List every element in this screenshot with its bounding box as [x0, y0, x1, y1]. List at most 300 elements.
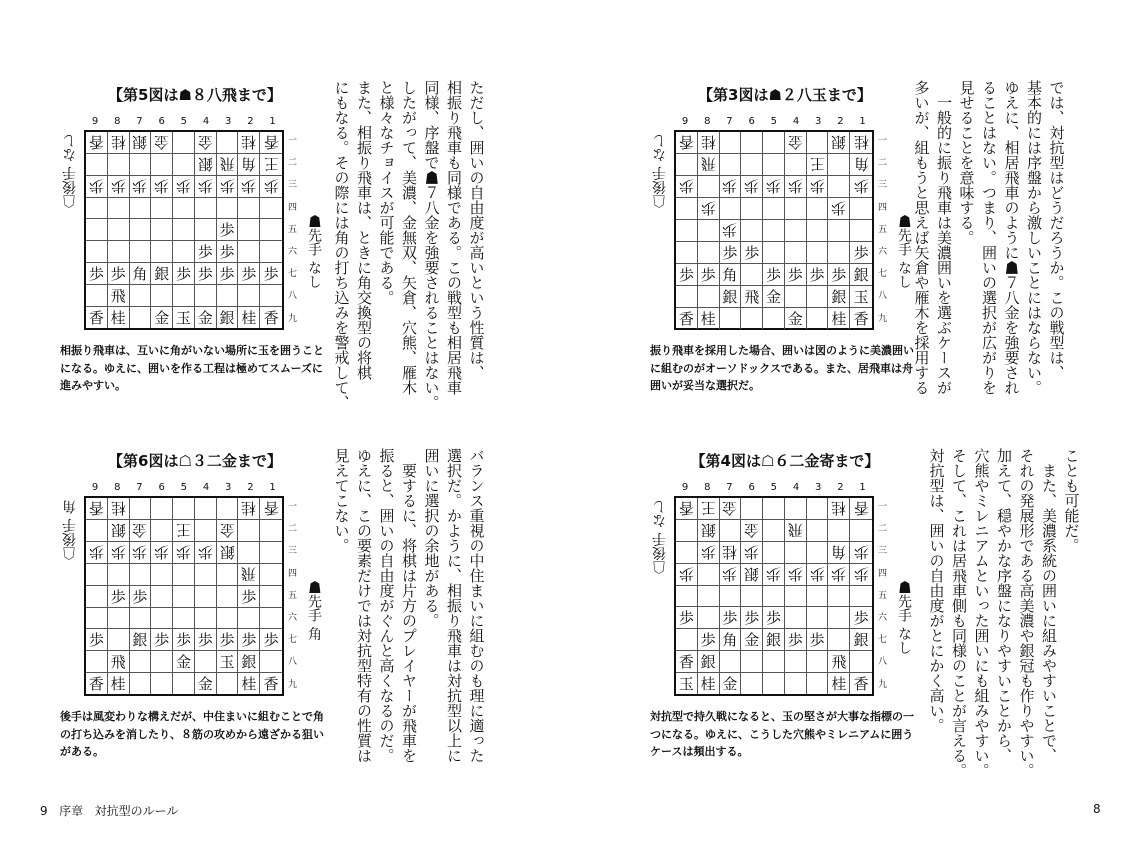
piece-label: 香 — [263, 499, 279, 517]
column-number: 6 — [748, 482, 755, 493]
piece-label: 角 — [722, 631, 738, 649]
piece-label: 香 — [853, 499, 869, 517]
piece-label: 歩 — [88, 543, 104, 561]
board-square — [741, 264, 763, 286]
shogi-piece — [676, 176, 698, 198]
shogi-piece — [130, 629, 152, 651]
shogi-piece — [785, 520, 807, 542]
board-square — [130, 651, 152, 673]
column-number: 5 — [180, 116, 188, 127]
board-square — [86, 586, 108, 608]
piece-label: 銀 — [154, 265, 170, 283]
shogi-piece — [785, 132, 807, 154]
piece-label: 桂 — [853, 133, 869, 151]
text-line: そして、これは居飛車側も同様のことが言える。 — [950, 448, 968, 778]
piece-label: 歩 — [853, 244, 869, 262]
piece-label: 王 — [809, 155, 825, 173]
shogi-piece — [260, 176, 282, 198]
column-number: 4 — [202, 482, 210, 493]
board-square — [130, 219, 152, 241]
piece-label: 香 — [88, 309, 104, 327]
piece-label: 金 — [765, 288, 781, 306]
board-square — [741, 220, 763, 242]
board-square — [850, 220, 872, 242]
shogi-piece — [763, 629, 785, 651]
shogi-piece — [260, 629, 282, 651]
row-numbers — [878, 496, 887, 696]
shogi-piece — [828, 198, 850, 220]
column-number: 8 — [704, 482, 711, 493]
board-square — [217, 564, 239, 586]
board-square — [195, 586, 217, 608]
board-square — [850, 198, 872, 220]
board-square — [130, 241, 152, 263]
piece-label: 歩 — [263, 631, 279, 649]
board-square — [676, 286, 698, 308]
shogi-piece — [720, 564, 742, 586]
shogi-board — [674, 496, 874, 696]
row-number: 四 — [288, 568, 298, 579]
board-square — [151, 564, 173, 586]
piece-label: 歩 — [219, 221, 235, 239]
piece-label: 歩 — [132, 177, 148, 195]
sente-hand: ☗先手 角 — [306, 580, 322, 641]
shogi-piece — [850, 542, 872, 564]
piece-label: 金 — [744, 521, 760, 539]
shogi-piece — [238, 564, 260, 586]
shogi-piece — [217, 542, 239, 564]
board-square — [238, 285, 260, 307]
board-square — [260, 586, 282, 608]
piece-label: 歩 — [787, 177, 803, 195]
row-number: 三 — [288, 546, 298, 557]
text-line: ことも可能だ。 — [1062, 448, 1081, 553]
board-square — [763, 520, 785, 542]
piece-label: 香 — [678, 133, 694, 151]
column-number: 8 — [704, 116, 711, 127]
piece-label: 歩 — [154, 631, 170, 649]
shogi-piece — [741, 564, 763, 586]
board-square — [763, 651, 785, 673]
piece-label: 歩 — [263, 177, 279, 195]
piece-label: 金 — [219, 521, 235, 539]
board-square — [850, 651, 872, 673]
board-square — [763, 542, 785, 564]
body-text-left-bottom — [330, 448, 488, 778]
piece-label: 銀 — [700, 653, 716, 671]
piece-label: 玉 — [853, 288, 869, 306]
shogi-piece — [741, 242, 763, 264]
shogi-piece — [763, 607, 785, 629]
right-page-number: 8 — [1093, 802, 1101, 816]
column-number: 3 — [225, 482, 232, 493]
board-square — [828, 154, 850, 176]
piece-label: 銀 — [765, 631, 781, 649]
piece-label: 歩 — [700, 199, 716, 217]
board-square — [763, 132, 785, 154]
board-square — [763, 198, 785, 220]
board-square — [130, 198, 152, 219]
board-square — [195, 219, 217, 241]
row-number: 一 — [288, 136, 298, 146]
board-square — [807, 198, 829, 220]
diagram-caption: 相振り飛車は、互いに角がいない場所に玉を囲うことになる。ゆえに、囲いを作る工程は極めてスムーズに進みやすい。 — [60, 344, 324, 393]
shogi-piece — [173, 542, 195, 564]
piece-label: 桂 — [722, 543, 738, 561]
row-number: 七 — [288, 635, 298, 646]
piece-label: 歩 — [110, 588, 126, 606]
column-number: 4 — [792, 116, 800, 127]
board-square — [676, 520, 698, 542]
row-number: 四 — [878, 202, 888, 213]
row-number: 三 — [878, 180, 888, 191]
diagram-caption: 後手は風変わりな構えだが、中住まいに組むことで角の打ち込みを消したり、８筋の攻めから遠ざかる狙いがある。 — [60, 710, 324, 759]
board-square — [741, 651, 763, 673]
piece-label: 歩 — [722, 609, 738, 627]
shogi-piece — [828, 564, 850, 586]
board-square — [785, 498, 807, 520]
piece-label: 歩 — [787, 266, 803, 284]
text-line: ただし、囲いの自由度が高いという性質は、 — [467, 80, 486, 380]
board-square — [720, 520, 742, 542]
shogi-piece — [785, 308, 807, 329]
board-square — [785, 586, 807, 607]
piece-label: 歩 — [831, 199, 847, 217]
piece-label: 桂 — [241, 675, 257, 693]
shogi-piece — [217, 154, 239, 176]
board-square — [108, 219, 130, 241]
shogi-piece — [785, 629, 807, 651]
column-number: 6 — [748, 116, 755, 127]
shogi-piece — [260, 154, 282, 176]
piece-label: 歩 — [765, 177, 781, 195]
board-square — [173, 132, 195, 154]
shogi-piece — [720, 629, 742, 651]
piece-label: 飛 — [110, 287, 126, 305]
board-square — [763, 220, 785, 242]
piece-label: 銀 — [241, 653, 257, 671]
piece-label: 歩 — [787, 565, 803, 583]
shogi-piece — [676, 673, 698, 694]
row-number: 一 — [878, 136, 888, 146]
shogi-piece — [238, 307, 260, 328]
board-square — [676, 220, 698, 242]
piece-label: 歩 — [722, 244, 738, 262]
board-square — [807, 651, 829, 673]
sente-hand: ☗先手 なし — [896, 214, 912, 289]
shogi-piece — [807, 176, 829, 198]
piece-label: 飛 — [700, 155, 716, 173]
board-square — [151, 285, 173, 307]
piece-label: 金 — [722, 675, 738, 693]
shogi-piece — [130, 586, 152, 608]
board-square — [86, 564, 108, 586]
shogi-piece — [217, 629, 239, 651]
column-number: 6 — [158, 482, 165, 493]
shogi-piece — [850, 673, 872, 694]
piece-label: 歩 — [154, 177, 170, 195]
shogi-piece — [676, 132, 698, 154]
text-line: ることはない。つまり、囲いの選択が広がりを — [980, 80, 998, 395]
shogi-piece — [720, 673, 742, 694]
row-number: 七 — [288, 269, 298, 280]
shogi-piece — [698, 542, 720, 564]
board-square — [173, 285, 195, 307]
piece-label: 香 — [678, 499, 694, 517]
shogi-piece — [130, 132, 152, 154]
piece-label: 歩 — [219, 243, 235, 261]
piece-label: 歩 — [809, 266, 825, 284]
diagram-title: 【第5図は☗８八飛まで】 — [108, 86, 282, 104]
piece-label: 歩 — [241, 265, 257, 283]
shogi-piece — [108, 586, 130, 608]
piece-label: 歩 — [831, 565, 847, 583]
board-square — [195, 564, 217, 586]
shogi-piece — [785, 564, 807, 586]
board-square — [173, 498, 195, 520]
shogi-piece — [195, 673, 217, 694]
piece-label: 桂 — [241, 309, 257, 327]
piece-label: 飛 — [241, 565, 257, 583]
board-square — [698, 220, 720, 242]
shogi-piece — [720, 242, 742, 264]
column-number: 3 — [815, 116, 822, 127]
shogi-piece — [850, 607, 872, 629]
board-square — [741, 673, 763, 694]
shogi-piece — [195, 263, 217, 285]
board-square — [151, 673, 173, 694]
shogi-piece — [807, 629, 829, 651]
piece-label: 王 — [263, 155, 279, 173]
board-square — [260, 608, 282, 629]
row-number: 八 — [288, 657, 298, 668]
column-numbers — [84, 116, 284, 127]
board-square — [217, 498, 239, 520]
shogi-piece — [217, 307, 239, 328]
shogi-piece — [763, 176, 785, 198]
column-number: 7 — [726, 482, 733, 493]
column-number: 4 — [792, 482, 800, 493]
piece-label: 銀 — [853, 631, 869, 649]
column-number: 2 — [837, 482, 844, 493]
body-text-right-top — [910, 80, 1068, 410]
board-square — [741, 308, 763, 329]
shogi-piece — [238, 132, 260, 154]
shogi-piece — [195, 241, 217, 263]
shogi-piece — [850, 132, 872, 154]
piece-label: 角 — [831, 543, 847, 561]
shogi-piece — [108, 498, 130, 520]
piece-label: 香 — [263, 133, 279, 151]
column-numbers — [674, 116, 874, 127]
row-number: 五 — [878, 590, 888, 601]
shogi-piece — [260, 307, 282, 328]
column-number: 1 — [859, 116, 866, 127]
shogi-piece — [108, 651, 130, 673]
board-square — [785, 607, 807, 629]
shogi-board — [84, 130, 284, 330]
board-square — [807, 542, 829, 564]
shogi-piece — [260, 498, 282, 520]
column-number: 2 — [247, 116, 254, 127]
piece-label: 歩 — [88, 265, 104, 283]
shogi-piece — [108, 176, 130, 198]
shogi-piece — [86, 498, 108, 520]
gote-hand: ☖後手 なし — [652, 500, 668, 575]
board-square — [173, 608, 195, 629]
board-square — [807, 586, 829, 607]
board-square — [86, 651, 108, 673]
piece-label: 桂 — [700, 310, 716, 328]
piece-label: 歩 — [197, 265, 213, 283]
piece-label: 角 — [722, 266, 738, 284]
row-number: 九 — [878, 679, 888, 690]
board-square — [151, 520, 173, 542]
column-numbers — [674, 482, 874, 493]
shogi-piece — [698, 651, 720, 673]
piece-label: 香 — [853, 310, 869, 328]
piece-label: 香 — [853, 675, 869, 693]
piece-label: 歩 — [765, 565, 781, 583]
piece-label: 歩 — [831, 266, 847, 284]
column-number: 2 — [837, 116, 844, 127]
shogi-piece — [217, 263, 239, 285]
board-square — [86, 285, 108, 307]
piece-label: 角 — [853, 155, 869, 173]
shogi-piece — [260, 132, 282, 154]
shogi-piece — [86, 542, 108, 564]
shogi-piece — [828, 498, 850, 520]
board-square — [698, 286, 720, 308]
text-line: また、相振り飛車は、ときに角交換型の将棋 — [355, 80, 373, 380]
piece-label: 歩 — [765, 266, 781, 284]
board-square — [828, 220, 850, 242]
column-number: 3 — [225, 116, 232, 127]
board-square — [828, 607, 850, 629]
board-square — [720, 154, 742, 176]
board-square — [741, 132, 763, 154]
board-square — [217, 586, 239, 608]
shogi-piece — [108, 542, 130, 564]
board-square — [260, 564, 282, 586]
diagram-caption: 振り飛車を採用した場合、囲いは図のように美濃囲いに組むのがオーソドックスである。また、居飛車は舟囲いが妥当な選択だ。 — [650, 344, 914, 393]
text-line: バランス重視の中住まいに組むのも理に適った — [467, 448, 486, 763]
column-number: 5 — [770, 116, 778, 127]
board-square — [173, 564, 195, 586]
piece-label: 桂 — [110, 675, 126, 693]
row-number: 八 — [288, 291, 298, 302]
piece-label: 香 — [263, 309, 279, 327]
board-square — [217, 198, 239, 219]
piece-label: 歩 — [678, 565, 694, 583]
board-square — [108, 564, 130, 586]
board-square — [260, 241, 282, 263]
piece-label: 金 — [175, 653, 191, 671]
board-square — [807, 607, 829, 629]
piece-label: 歩 — [241, 631, 257, 649]
row-number: 八 — [878, 291, 888, 302]
shogi-piece — [151, 307, 173, 328]
shogi-piece — [195, 176, 217, 198]
text-line: 振ると、囲いの自由度がぐんと高くなるのだ。 — [377, 448, 396, 763]
column-number: 4 — [202, 116, 210, 127]
shogi-piece — [828, 673, 850, 694]
shogi-board — [674, 130, 874, 330]
board-square — [151, 498, 173, 520]
board-square — [828, 586, 850, 607]
shogi-piece — [151, 629, 173, 651]
row-number: 九 — [288, 679, 298, 690]
text-line: 同様、序盤で☗７八金を強要されることはない。 — [422, 80, 441, 410]
text-line: したがって、美濃、金無双、矢倉、穴熊、雁木 — [400, 80, 418, 395]
board-square — [828, 242, 850, 264]
board-square — [741, 154, 763, 176]
board-square — [260, 219, 282, 241]
board-square — [151, 219, 173, 241]
shogi-piece — [676, 498, 698, 520]
shogi-piece — [173, 307, 195, 328]
board-square — [807, 498, 829, 520]
piece-label: 銀 — [219, 309, 235, 327]
shogi-piece — [850, 286, 872, 308]
piece-label: 金 — [722, 499, 738, 517]
board-square — [785, 220, 807, 242]
text-line: と様々なチョイスが可能である。 — [377, 80, 396, 305]
shogi-piece — [741, 286, 763, 308]
shogi-piece — [850, 176, 872, 198]
board-square — [807, 242, 829, 264]
board-square — [698, 242, 720, 264]
gote-hand: ☖後手 角 — [62, 500, 78, 561]
shogi-piece — [238, 154, 260, 176]
piece-label: 金 — [154, 133, 170, 151]
board-square — [108, 241, 130, 263]
board-square — [238, 219, 260, 241]
piece-label: 歩 — [787, 631, 803, 649]
row-number: 五 — [878, 224, 888, 235]
board-square — [763, 586, 785, 607]
shogi-piece — [807, 564, 829, 586]
board-square — [676, 198, 698, 220]
board-square — [108, 608, 130, 629]
board-square — [173, 154, 195, 176]
shogi-piece — [698, 154, 720, 176]
piece-label: 飛 — [787, 521, 803, 539]
board-square — [785, 542, 807, 564]
shogi-piece — [676, 308, 698, 329]
board-square — [676, 154, 698, 176]
board-square — [108, 629, 130, 651]
column-number: 7 — [136, 116, 143, 127]
diagram-caption: 対抗型で持久戦になると、玉の堅さが大事な指標の一つになる。ゆえに、こうした穴熊やミレニアムに囲うケースは頻出する。 — [650, 710, 914, 759]
board-square — [195, 285, 217, 307]
piece-label: 銀 — [831, 133, 847, 151]
piece-label: 歩 — [175, 631, 191, 649]
shogi-piece — [850, 242, 872, 264]
board-square — [763, 498, 785, 520]
shogi-piece — [86, 307, 108, 328]
board-square — [195, 651, 217, 673]
board-square — [86, 608, 108, 629]
shogi-board — [84, 496, 284, 696]
shogi-piece — [850, 308, 872, 329]
piece-label: 銀 — [110, 521, 126, 539]
row-numbers — [288, 496, 297, 696]
board-square — [720, 651, 742, 673]
board-square — [741, 586, 763, 607]
board-square — [763, 242, 785, 264]
shogi-piece — [130, 176, 152, 198]
